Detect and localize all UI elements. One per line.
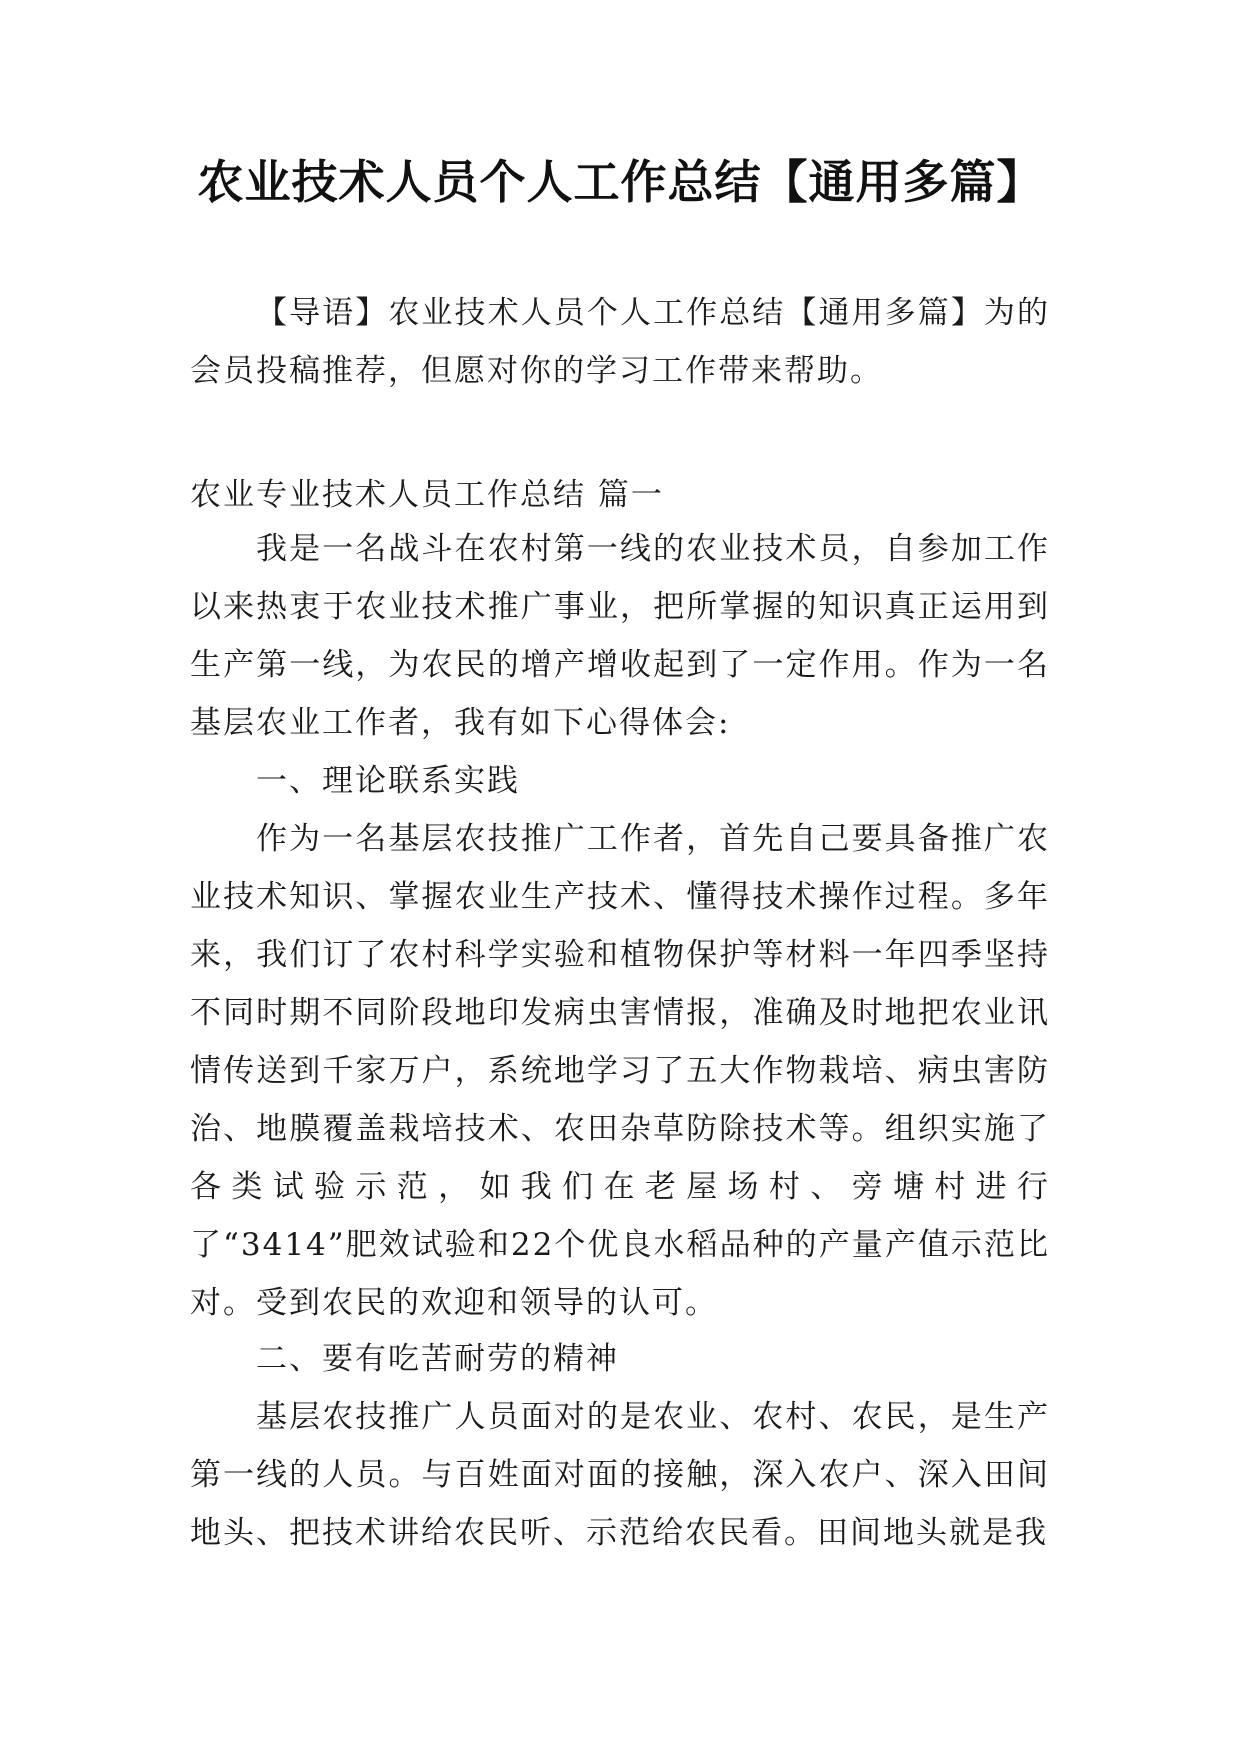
document-title: 农业技术人员个人工作总结【通用多篇】 xyxy=(197,155,1044,209)
heading-1: 一、理论联系实践 xyxy=(256,763,520,799)
heading-2: 二、要有吃苦耐劳的精神 xyxy=(256,1341,619,1377)
intro-paragraph: 【导语】农业技术人员个人工作总结【通用多篇】为的会员投稿推荐，但愿对你的学习工作带来帮助。 xyxy=(190,295,1050,389)
paragraph-2: 作为一名基层农技推广工作者，首先自己要具备推广农业技术知识、掌握农业生产技术、懂得技术操作过程。多年来，我们订了农村科学实验和植物保护等材料一年四季坚持不同时期不同阶段地印发病虫害情报，准确及时地把农业讯情传送到千家万户，系统地学习了五大作物栽培、病虫害防治、地膜覆盖栽培技术、农田杂草防除技术等。组织实施了各类试验示范，如我们在老屋场村、旁塘村进行了“3414”肥效试验和22个优良水稻品种的产量产值示范比对。受到农民的欢迎和领导的认可。 xyxy=(190,821,1050,1321)
paragraph-3: 基层农技推广人员面对的是农业、农村、农民，是生产第一线的人员。与百姓面对面的接触，深入农户、深入田间地头、把技术讲给农民听、示范给农民看。田间地头就是我 xyxy=(190,1399,1050,1551)
section-title: 农业专业技术人员工作总结 篇一 xyxy=(190,477,664,513)
paragraph-1: 我是一名战斗在农村第一线的农业技术员，自参加工作以来热衷于农业技术推广事业，把所掌握的知识真正运用到生产第一线，为农民的增产增收起到了一定作用。作为一名基层农业工作者，我有如下心得体会: xyxy=(190,531,1050,741)
